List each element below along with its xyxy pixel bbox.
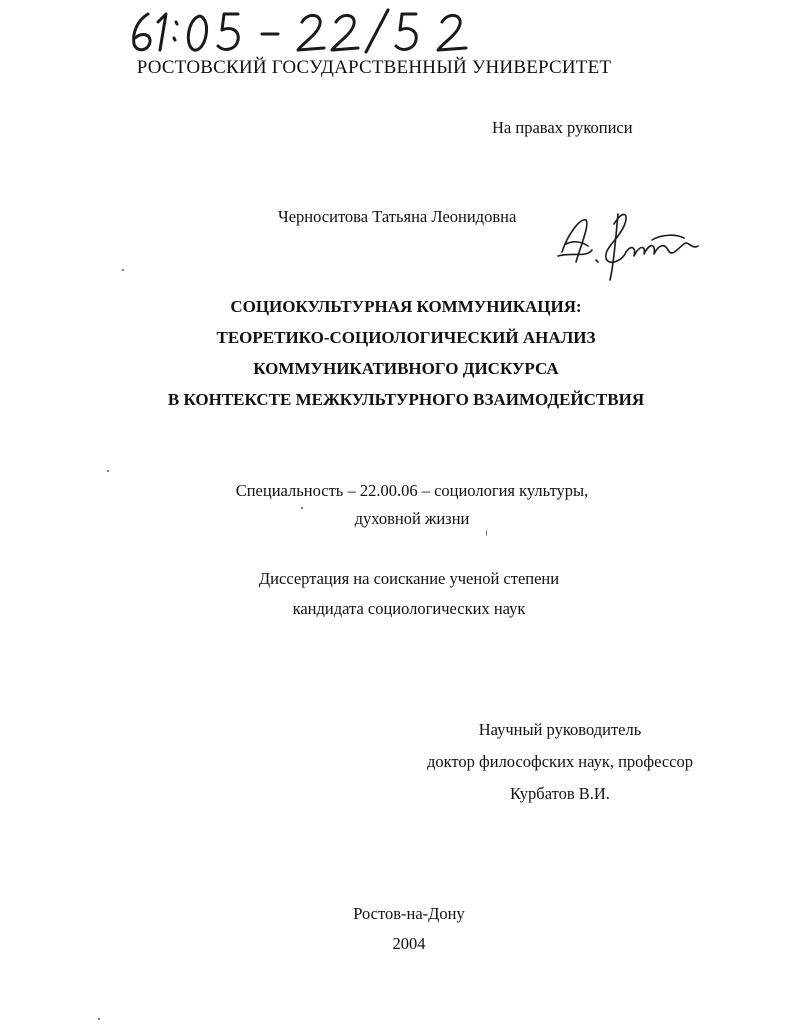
advisor-name: Курбатов В.И.: [510, 784, 610, 803]
title-line-3: КОММУНИКАТИВНОГО ДИСКУРСА: [253, 359, 559, 378]
degree-line-2: кандидата социологических наук: [292, 599, 526, 618]
scan-speck: [301, 507, 303, 509]
author-name: Черноситова Татьяна Леонидовна: [278, 207, 517, 226]
manuscript-rights-note: На правах рукописи: [492, 118, 633, 137]
degree-line-1: Диссертация на соискание ученой степени: [258, 569, 560, 588]
scan-speck: [107, 470, 109, 472]
place: Ростов-на-Дону: [353, 904, 465, 923]
scan-speck: [486, 530, 487, 536]
specialty-block: [0, 480, 799, 536]
specialty-line-1: Специальность – 22.00.06 – социология культуры,: [235, 481, 589, 500]
handwritten-archive-code: [126, 8, 476, 56]
year: 2004: [392, 934, 426, 953]
title-line-2: ТЕОРЕТИКО-СОЦИОЛОГИЧЕСКИЙ АНАЛИЗ: [216, 328, 596, 347]
advisor-credentials: доктор философских наук, профессор: [426, 752, 694, 771]
scan-speck: [122, 269, 124, 271]
place-and-year: [0, 903, 799, 963]
specialty-line-2: духовной жизни: [354, 509, 470, 528]
advisor-role: Научный руководитель: [478, 720, 642, 739]
handwritten-archive-code-drawing: [126, 8, 476, 56]
university-name: РОСТОВСКИЙ ГОСУДАРСТВЕННЫЙ УНИВЕРСИТЕТ: [136, 57, 612, 78]
dissertation-title: [0, 296, 799, 420]
title-line-1: СОЦИОКУЛЬТУРНАЯ КОММУНИКАЦИЯ:: [230, 297, 582, 316]
scientific-advisor-block: [0, 719, 799, 815]
author-signature: [552, 204, 702, 284]
scan-speck: [98, 1018, 100, 1020]
signature-drawing: [552, 204, 702, 284]
degree-block: [0, 568, 799, 628]
title-line-4: В КОНТЕКСТЕ МЕЖКУЛЬТУРНОГО ВЗАИМОДЕЙСТВИЯ: [167, 390, 645, 409]
